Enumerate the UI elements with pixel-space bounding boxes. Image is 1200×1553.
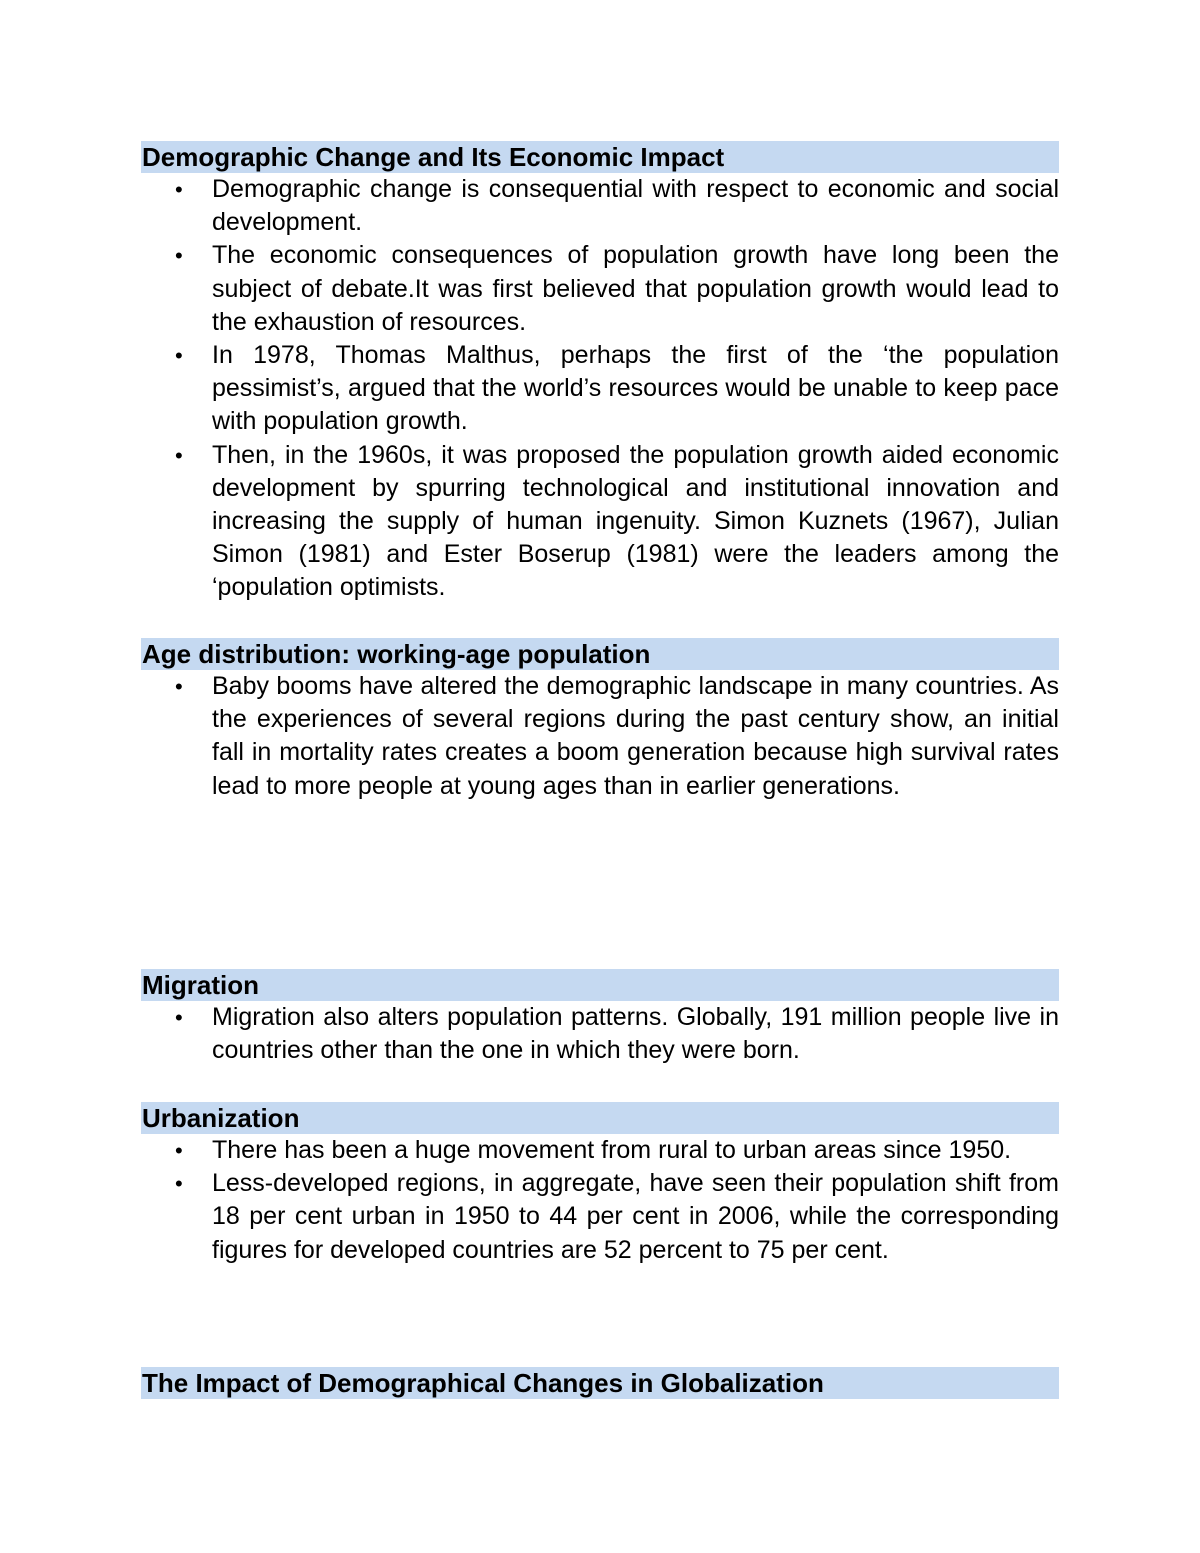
bullet-icon: • xyxy=(175,442,183,468)
section-age-distribution xyxy=(141,638,1059,803)
list-item-text: Then, in the 1960s, it was proposed the population growth aided economic development by spurring technological and institutional innovation and increasing the supply of human ingenuity. Simon Kuznets (1967), Julian Simon (1981) and Ester Boserup (1981) were the leaders among the ‘population optimists. xyxy=(212,440,1059,602)
section-urbanization xyxy=(141,1102,1059,1267)
list-item-text: Less-developed regions, in aggregate, have seen their population shift from 18 per cent urban in 1950 to 44 per cent in 2006, while the corresponding figures for developed countries are 52 percent to 75 per cent. xyxy=(212,1169,1059,1264)
bullet-icon: • xyxy=(175,1005,183,1030)
bullet-list xyxy=(141,1001,1059,1067)
list-item xyxy=(141,239,1059,339)
list-item xyxy=(141,339,1059,439)
bullet-icon: • xyxy=(175,674,183,699)
list-item xyxy=(141,439,1059,605)
bullet-list xyxy=(141,1134,1059,1267)
list-item xyxy=(141,1167,1059,1267)
list-item-text: There has been a huge movement from rural to urban areas since 1950. xyxy=(212,1136,1012,1164)
bullet-icon: • xyxy=(175,177,183,202)
bullet-icon: • xyxy=(175,343,183,369)
bullet-icon: • xyxy=(175,1138,183,1163)
list-item-text: Migration also alters population patterns. Globally, 191 million people live in countries other than the one in which they were born. xyxy=(212,1003,1059,1065)
list-item xyxy=(141,173,1059,239)
section-migration xyxy=(141,969,1059,1067)
section-demographic-change xyxy=(141,141,1059,605)
bullet-icon: • xyxy=(175,243,183,269)
list-item-text: Baby booms have altered the demographic landscape in many countries. As the experiences of several regions during the past century show, an initial fall in mortality rates creates a boom generation because high survival rates lead to more people at young ages than in earlier generations. xyxy=(212,672,1059,800)
list-item xyxy=(141,1001,1059,1067)
section-heading: Demographic Change and Its Economic Impact xyxy=(141,141,1059,173)
list-item-text: The economic consequences of population growth have long been the subject of debate.It was first believed that population growth would lead to the exhaustion of resources. xyxy=(212,241,1059,336)
list-item-text: Demographic change is consequential with respect to economic and social development. xyxy=(212,175,1059,237)
bullet-list xyxy=(141,670,1059,803)
bullet-list xyxy=(141,173,1059,605)
list-item xyxy=(141,670,1059,803)
bullet-icon: • xyxy=(175,1171,183,1197)
list-item xyxy=(141,1134,1059,1167)
section-heading: Urbanization xyxy=(141,1102,1059,1134)
list-item-text: In 1978, Thomas Malthus, perhaps the first of the ‘the population pessimist’s, argued that the world’s resources would be unable to keep pace with population growth. xyxy=(212,341,1059,436)
section-globalization-impact xyxy=(141,1367,1059,1399)
section-heading: Migration xyxy=(141,969,1059,1001)
section-heading: Age distribution: working-age population xyxy=(141,638,1059,670)
section-heading: The Impact of Demographical Changes in Globalization xyxy=(141,1367,1059,1399)
